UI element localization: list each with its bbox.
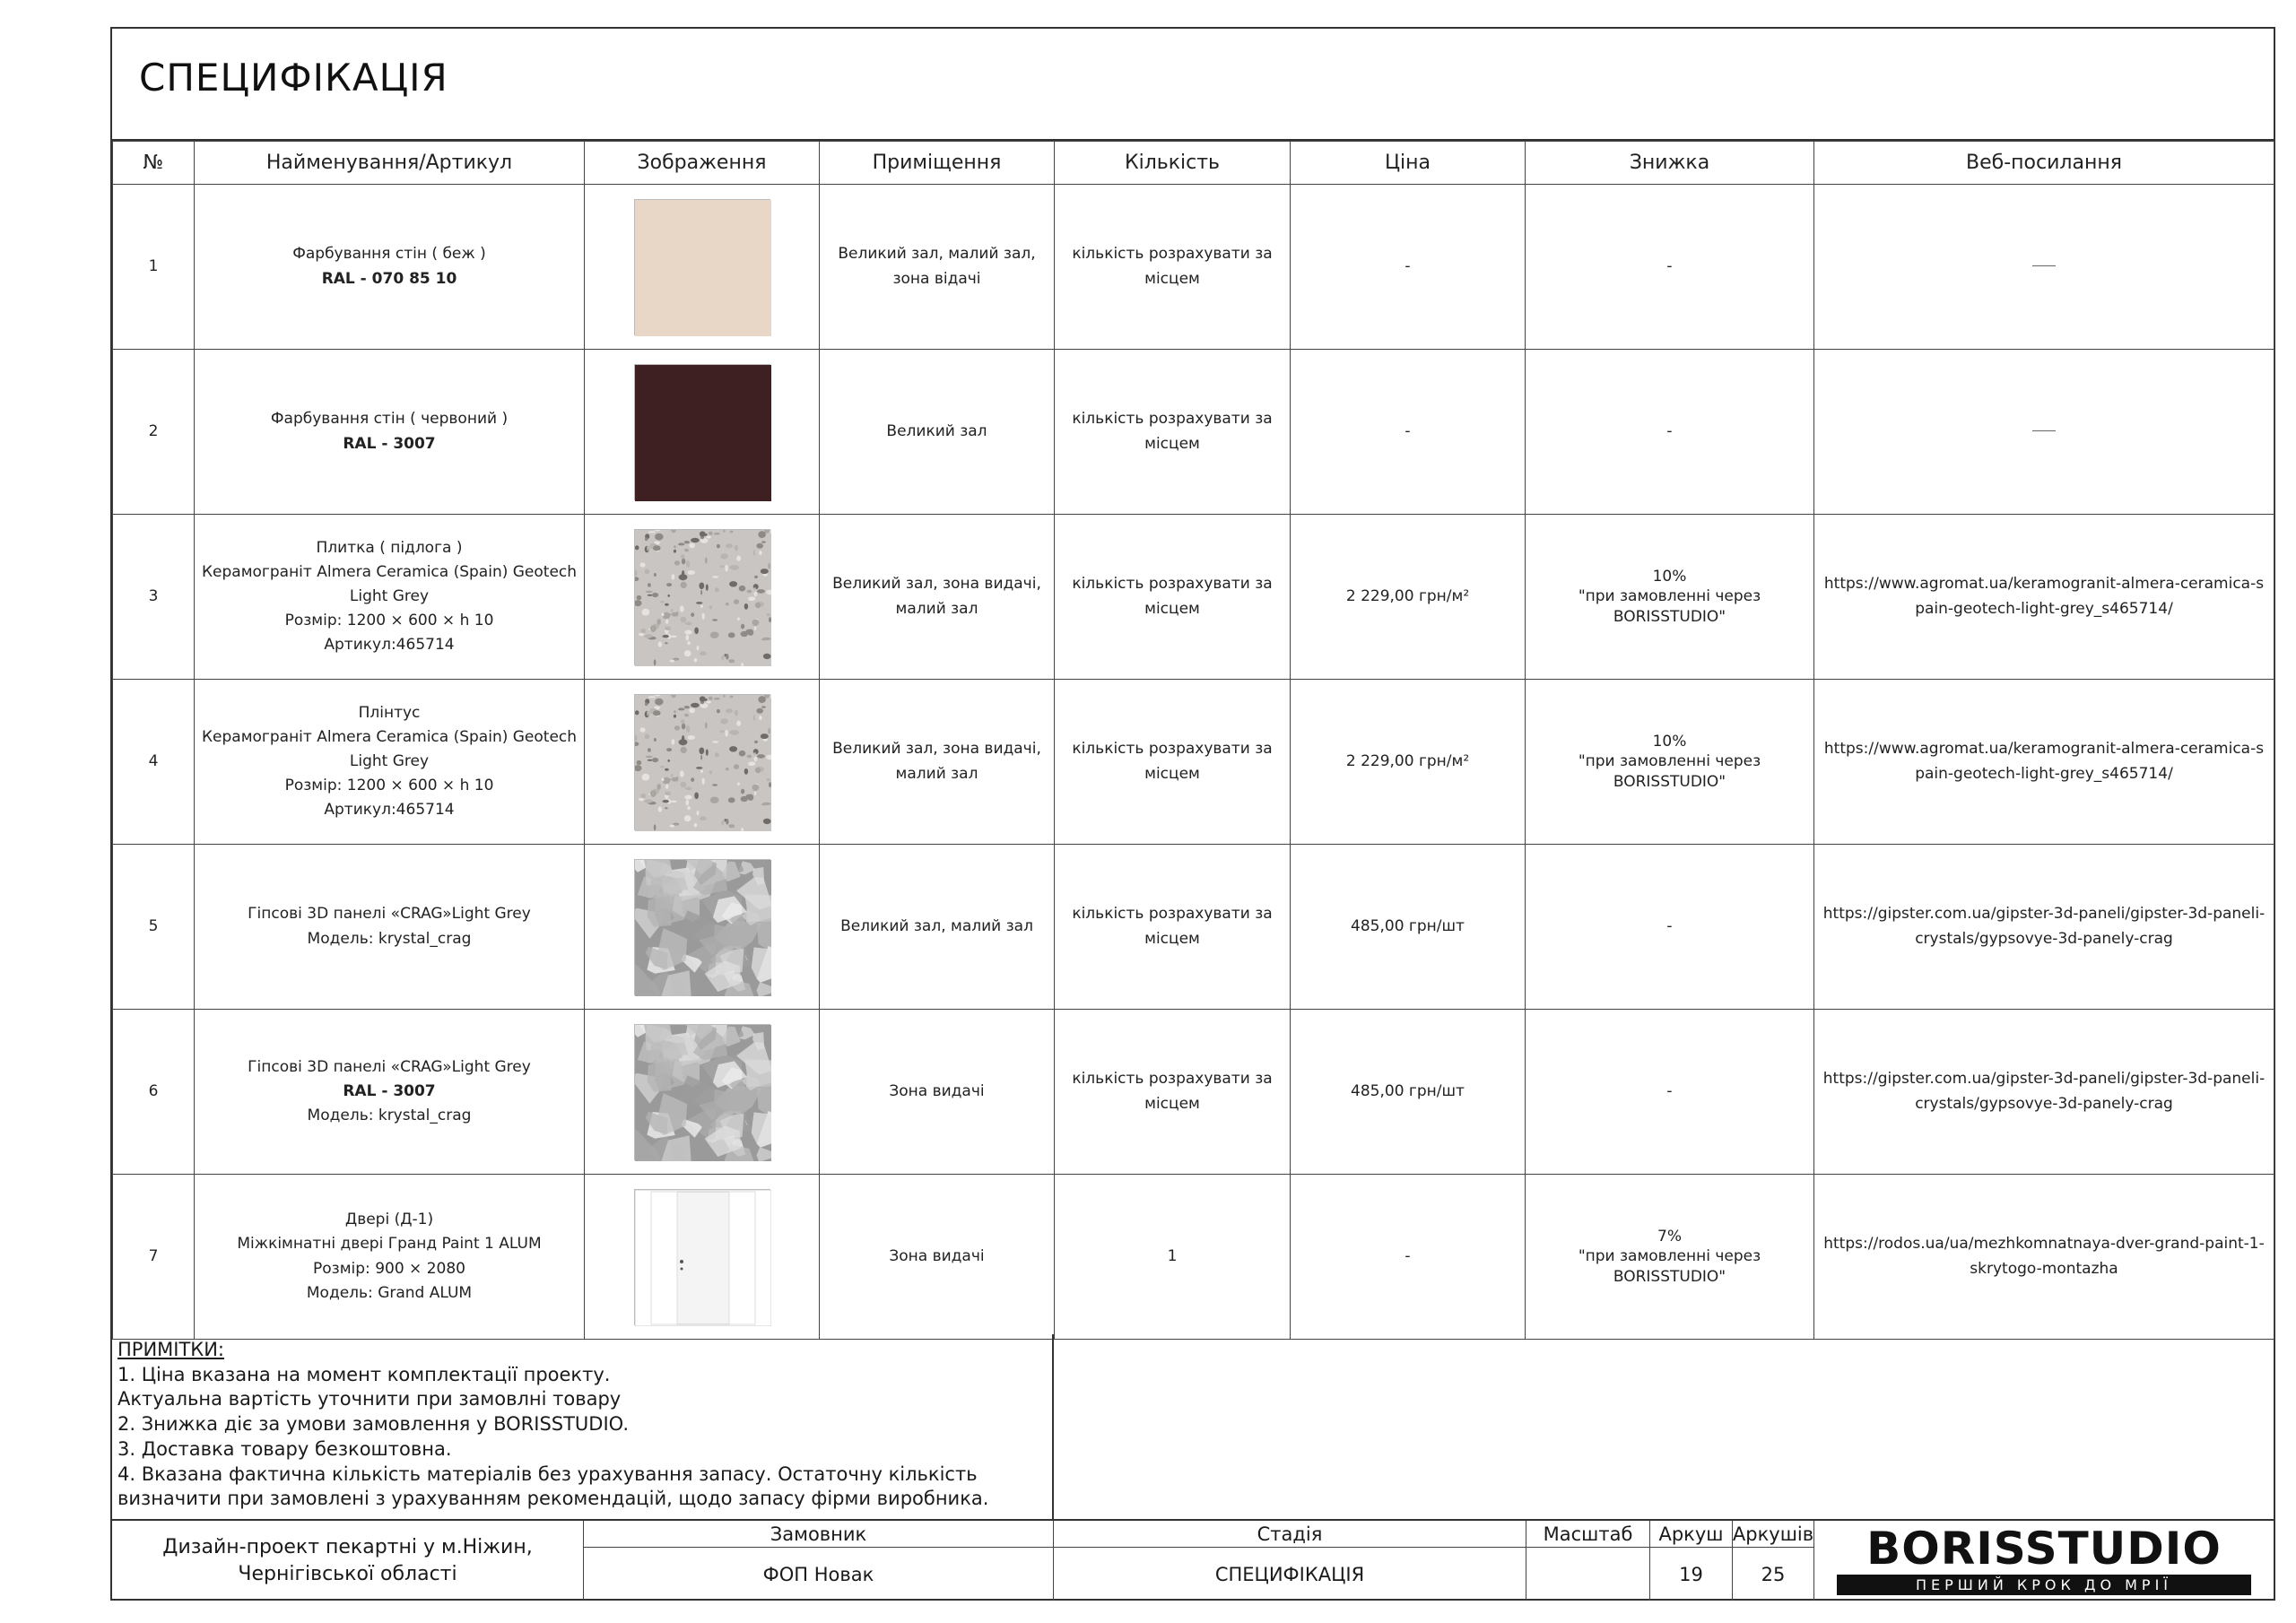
discount-line: 10%	[1652, 733, 1687, 751]
brand-logo	[1814, 1521, 2274, 1601]
note-line: 3. Доставка товару безкоштовна.	[117, 1437, 452, 1460]
column-header: Ціна	[1291, 142, 1526, 185]
row-number: 6	[113, 1010, 195, 1175]
table-header-row	[113, 142, 2274, 185]
item-discount	[1526, 350, 1814, 515]
logo-slogan: ПЕРШИЙ КРОК ДО МРІЇ	[1837, 1575, 2251, 1595]
stamp-scale-value	[1526, 1548, 1650, 1601]
item-quantity: кількість розрахувати за місцем	[1055, 515, 1291, 680]
terrazzo-tile-image	[634, 694, 770, 830]
item-link	[1814, 845, 2274, 1010]
table-row	[113, 350, 2274, 515]
discount-line: -	[1666, 422, 1673, 441]
item-price: 485,00 грн/шт	[1291, 845, 1526, 1010]
discount-line: -	[1666, 257, 1673, 276]
item-name-line: Плитка ( підлога )	[316, 538, 463, 557]
item-link	[1814, 680, 2274, 845]
empty-link-dash	[2032, 430, 2056, 431]
item-price: 2 229,00 грн/м²	[1291, 515, 1526, 680]
page-title: СПЕЦИФІКАЦІЯ	[139, 56, 448, 100]
item-discount	[1526, 185, 1814, 350]
item-name-line: Розмір: 1200 × 600 × h 10	[284, 612, 494, 630]
item-name-line: Розмір: 900 × 2080	[313, 1259, 465, 1278]
table-row	[113, 185, 2274, 350]
discount-line: -	[1666, 917, 1673, 936]
note-line: 2. Знижка діє за умови замовлення у BORISSTUDIO.	[117, 1413, 630, 1436]
item-price: -	[1291, 185, 1526, 350]
item-name-line: Модель: krystal_crag	[307, 929, 472, 948]
item-price: -	[1291, 350, 1526, 515]
discount-line: "при замовленні через BORISSTUDIO"	[1578, 1247, 1761, 1286]
item-discount	[1526, 1010, 1814, 1175]
red-swatch-image	[634, 364, 770, 500]
item-name-line: Двері (Д-1)	[344, 1211, 434, 1229]
item-link	[1814, 185, 2274, 350]
item-image	[585, 185, 820, 350]
notes	[112, 1334, 1054, 1519]
item-name-line: Керамограніт Almera Ceramica (Spain) Geotech Light Grey	[201, 727, 578, 770]
note-line: 1. Ціна вказана на момент комплектації проекту.	[117, 1363, 611, 1385]
note-line: визначити при замовлені з урахуванням рекомендацій, щодо запасу фірми виробника.	[117, 1488, 989, 1510]
discount-line: "при замовленні через BORISSTUDIO"	[1578, 752, 1761, 791]
item-price: 485,00 грн/шт	[1291, 1010, 1526, 1175]
column-header: №	[113, 142, 195, 185]
item-link	[1814, 350, 2274, 515]
column-header: Найменування/Артикул	[195, 142, 585, 185]
item-name-line: Фарбування стін ( червоний )	[270, 410, 509, 429]
item-quantity: кількість розрахувати за місцем	[1055, 845, 1291, 1010]
row-number: 7	[113, 1175, 195, 1340]
item-name-line: Гіпсові 3D панелі «CRAG»Light Grey	[248, 1057, 531, 1076]
item-quantity: кількість розрахувати за місцем	[1055, 1010, 1291, 1175]
logo-text: BORISSTUDIO	[1866, 1523, 2222, 1575]
table-row	[113, 1010, 2274, 1175]
item-name-line: Фарбування стін ( беж )	[292, 245, 486, 264]
item-name-line: Артикул:465714	[324, 636, 455, 655]
item-name-line: Артикул:465714	[324, 801, 455, 820]
stamp-client-label: Замовник	[584, 1521, 1054, 1548]
drawing-sheet	[110, 27, 2275, 1601]
item-image	[585, 845, 820, 1010]
table-row	[113, 845, 2274, 1010]
item-name	[195, 845, 585, 1010]
title-block	[112, 29, 2274, 141]
web-link[interactable]: https://www.agromat.ua/keramogranit-almera-ceramica-spain-geotech-light-grey_s465714/	[1823, 575, 2265, 618]
item-name-line: Міжкімнатні двері Гранд Paint 1 ALUM	[237, 1235, 542, 1254]
stamp-project: Дизайн-проект пекартні у м.Ніжин, Чернігівської області	[112, 1521, 584, 1601]
item-price: 2 229,00 грн/м²	[1291, 680, 1526, 845]
item-name	[195, 350, 585, 515]
stamp-stage-label: Стадія	[1054, 1521, 1526, 1548]
item-discount	[1526, 845, 1814, 1010]
column-header: Зображення	[585, 142, 820, 185]
item-image	[585, 1175, 820, 1340]
item-name-line: Плінтус	[358, 703, 421, 722]
notes-title: ПРИМІТКИ:	[117, 1339, 224, 1360]
item-room: Великий зал, малий зал	[820, 845, 1055, 1010]
door-image	[634, 1189, 770, 1325]
item-code: RAL - 3007	[343, 434, 436, 453]
3d-panel-image	[634, 859, 770, 995]
item-name-line: Модель: krystal_crag	[307, 1107, 472, 1125]
terrazzo-tile-image	[634, 529, 770, 665]
web-link[interactable]: https://www.agromat.ua/keramogranit-almera-ceramica-spain-geotech-light-grey_s465714/	[1823, 740, 2265, 783]
item-link	[1814, 515, 2274, 680]
item-discount	[1526, 515, 1814, 680]
column-header: Приміщення	[820, 142, 1055, 185]
row-number: 5	[113, 845, 195, 1010]
item-discount	[1526, 1175, 1814, 1340]
3d-panel-image	[634, 1024, 770, 1160]
item-name	[195, 515, 585, 680]
item-link	[1814, 1175, 2274, 1340]
beige-swatch-image	[634, 199, 770, 335]
item-room: Великий зал, зона видачі, малий зал	[820, 515, 1055, 680]
item-name	[195, 1010, 585, 1175]
item-name-line: Керамограніт Almera Ceramica (Spain) Geotech Light Grey	[201, 562, 578, 605]
table-row	[113, 680, 2274, 845]
item-image	[585, 680, 820, 845]
stamp-client-value: ФОП Новак	[584, 1548, 1054, 1601]
item-room: Великий зал, малий зал, зона відачі	[820, 185, 1055, 350]
item-image	[585, 515, 820, 680]
row-number: 4	[113, 680, 195, 845]
item-quantity: кількість розрахувати за місцем	[1055, 680, 1291, 845]
item-name	[195, 185, 585, 350]
note-line: 4. Вказана фактична кількість матеріалів без урахування запасу. Остаточну кількість	[117, 1462, 978, 1485]
web-link[interactable]: https://rodos.ua/ua/mezhkomnatnaya-dver-grand-paint-1-skrytogo-montazha	[1823, 1235, 2265, 1278]
item-link	[1814, 1010, 2274, 1175]
item-quantity: 1	[1055, 1175, 1291, 1340]
item-quantity: кількість розрахувати за місцем	[1055, 185, 1291, 350]
discount-line: -	[1666, 1082, 1673, 1101]
item-code: RAL - 3007	[343, 1081, 436, 1100]
item-room: Зона видачі	[820, 1175, 1055, 1340]
discount-line: 7%	[1657, 1228, 1682, 1246]
item-room: Великий зал, зона видачі, малий зал	[820, 680, 1055, 845]
table-row	[113, 1175, 2274, 1340]
discount-line: 10%	[1652, 568, 1687, 586]
web-link[interactable]: https://gipster.com.ua/gipster-3d-paneli/gipster-3d-paneli-crystals/gypsovye-3d-panely-crag	[1822, 1070, 2266, 1113]
table-row	[113, 515, 2274, 680]
specification-table	[112, 141, 2274, 1340]
column-header: Кількість	[1055, 142, 1291, 185]
item-price: -	[1291, 1175, 1526, 1340]
stamp-sheets-label: Аркушів	[1733, 1521, 1814, 1548]
item-room: Великий зал	[820, 350, 1055, 515]
item-name	[195, 1175, 585, 1340]
item-discount	[1526, 680, 1814, 845]
note-line: Актуальна вартість уточнити при замовлні товару	[117, 1388, 622, 1410]
web-link[interactable]: https://gipster.com.ua/gipster-3d-paneli/gipster-3d-paneli-crystals/gypsovye-3d-panely-crag	[1822, 905, 2266, 948]
stamp-sheet-label: Аркуш	[1650, 1521, 1733, 1548]
row-number: 1	[113, 185, 195, 350]
discount-line: "при замовленні через BORISSTUDIO"	[1578, 587, 1761, 626]
column-header: Знижка	[1526, 142, 1814, 185]
column-header: Веб-посилання	[1814, 142, 2274, 185]
item-room: Зона видачі	[820, 1010, 1055, 1175]
stamp-stage-value: СПЕЦИФІКАЦІЯ	[1054, 1548, 1526, 1601]
item-name	[195, 680, 585, 845]
item-name-line: Розмір: 1200 × 600 × h 10	[284, 777, 494, 795]
stamp-sheet-value: 19	[1650, 1548, 1733, 1601]
item-code: RAL - 070 85 10	[321, 269, 457, 288]
item-image	[585, 350, 820, 515]
row-number: 3	[113, 515, 195, 680]
item-name-line: Гіпсові 3D панелі «CRAG»Light Grey	[248, 905, 531, 924]
empty-link-dash	[2032, 265, 2056, 266]
item-quantity: кількість розрахувати за місцем	[1055, 350, 1291, 515]
title-stamp	[112, 1519, 2274, 1601]
item-name-line: Модель: Grand ALUM	[306, 1283, 473, 1302]
notes-lines	[117, 1363, 1047, 1512]
stamp-sheets-value: 25	[1733, 1548, 1814, 1601]
item-image	[585, 1010, 820, 1175]
stamp-scale-label: Масштаб	[1526, 1521, 1650, 1548]
row-number: 2	[113, 350, 195, 515]
